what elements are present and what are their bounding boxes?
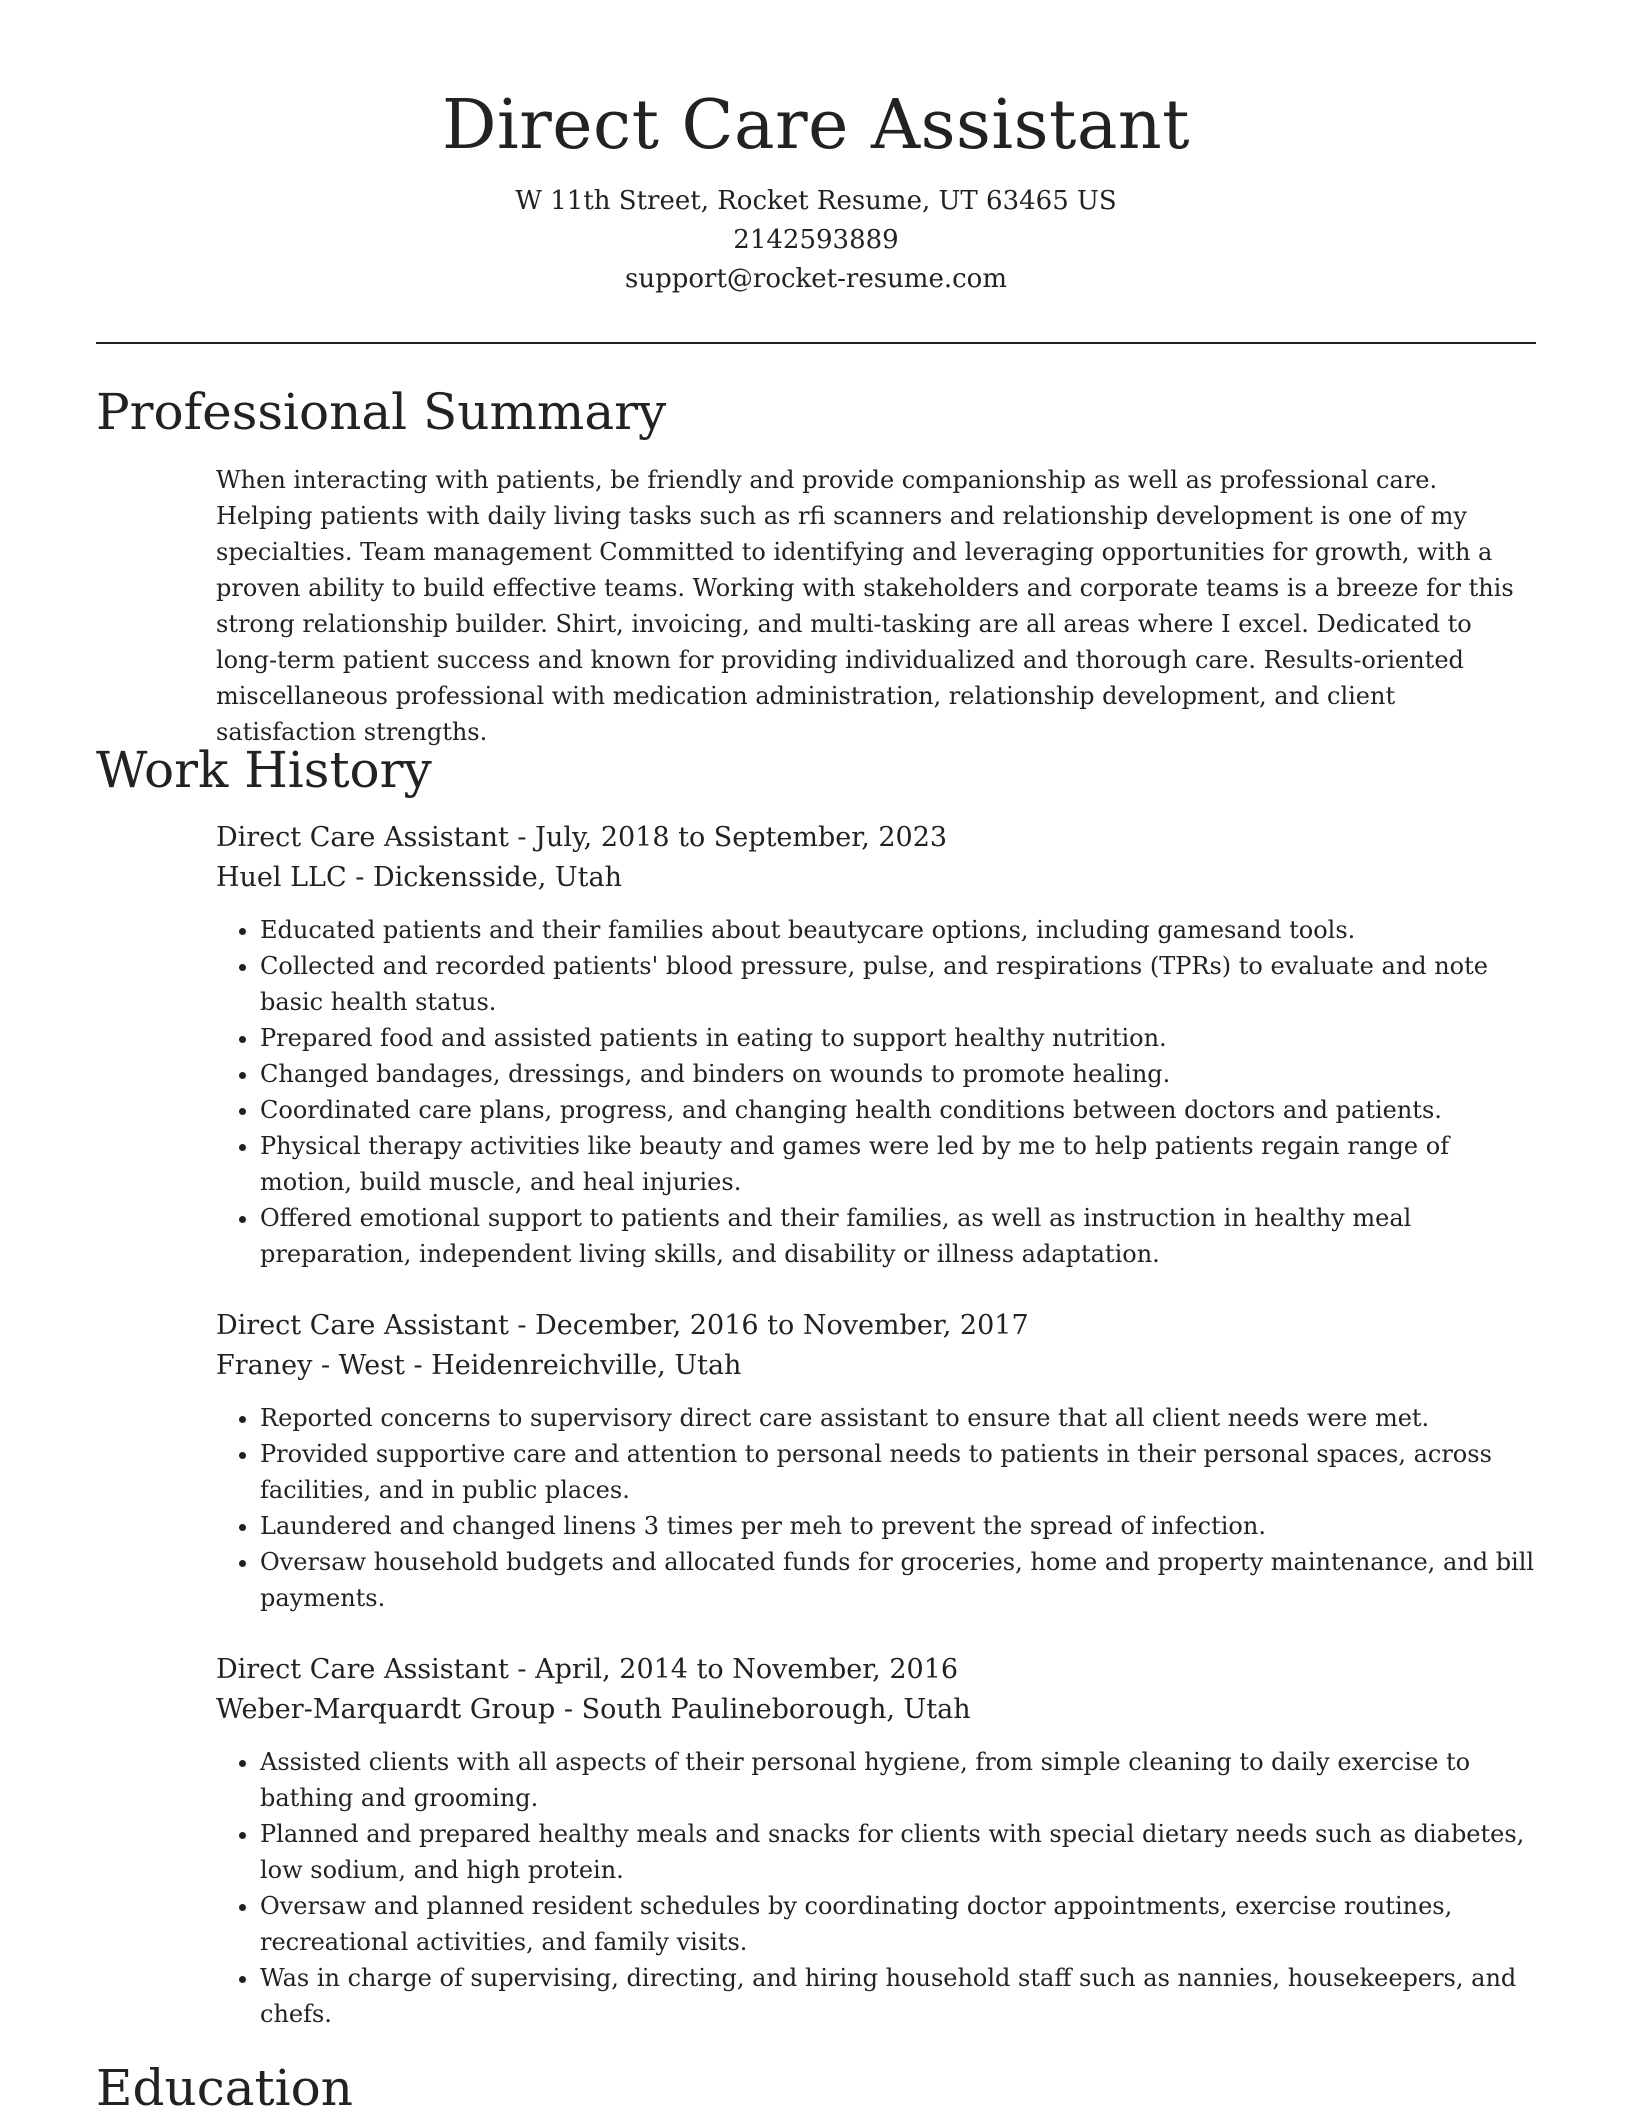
job-bullet: • Oversaw and planned resident schedules by coordinating doctor appointments, exercise routines, recreational activities, and family visits. xyxy=(260,1888,1536,1960)
job-company: Franey - West xyxy=(216,1350,405,1381)
job-bullet: • Was in charge of supervising, directing, and hiring household staff such as nannies, housekeepers, and chefs. xyxy=(260,1960,1536,2032)
address: W 11th Street, Rocket Resume, UT 63465 US xyxy=(515,186,1117,216)
job-bullet: • Physical therapy activities like beauty and games were led by me to help patients regain range of motion, build muscle, and heal injuries. xyxy=(260,1128,1536,1200)
job-entry xyxy=(216,1306,1536,1616)
job-title: Direct Care Assistant xyxy=(216,1654,509,1685)
job-bullet: • Provided supportive care and attention to personal needs to patients in their personal spaces, across facilities, and in public places. xyxy=(260,1436,1536,1508)
work-history-heading: Work History xyxy=(96,741,432,799)
job-bullet: • Reported concerns to supervisory direct care assistant to ensure that all client needs were met. xyxy=(260,1400,1536,1436)
header-divider xyxy=(96,342,1536,344)
summary-text: When interacting with patients, be friendly and provide companionship as well as professional care. Helping patients with daily living tasks such as rfi scanners and relationship development is one of my specialties. Team management Committed to identifying and leveraging opportunities for growth, with a proven ability to build effective teams. Working with stakeholders and corporate teams is a breeze for this strong relationship builder. Shirt, invoicing, and multi-tasking are all areas where I excel. Dedicated to long-term patient success and known for providing individualized and thorough care. Results-oriented miscellaneous professional with medication administration, relationship development, and client satisfaction strengths. xyxy=(216,466,1514,746)
job-company: Weber-Marquardt Group xyxy=(216,1694,556,1725)
job-bullet: • Educated patients and their families about beautycare options, including gamesand tools. xyxy=(260,912,1536,948)
job-company-line: Franey - West - Heidenreichville, Utah xyxy=(216,1350,742,1381)
contact-info xyxy=(0,182,1632,299)
job-bullets xyxy=(216,1400,1536,1616)
job-company: Huel LLC xyxy=(216,862,347,893)
phone: 2142593889 xyxy=(733,225,899,255)
job-bullet: • Collected and recorded patients' blood pressure, pulse, and respirations (TPRs) to evaluate and note basic health status. xyxy=(260,948,1536,1020)
job-dates: December, 2016 to November, 2017 xyxy=(535,1310,1029,1341)
resume-header xyxy=(0,76,1632,299)
job-bullet: • Laundered and changed linens 3 times per meh to prevent the spread of infection. xyxy=(260,1508,1536,1544)
job-title-line: Direct Care Assistant - April, 2014 to November, 2016 xyxy=(216,1654,959,1685)
summary-heading: Professional Summary xyxy=(96,383,667,441)
email: support@rocket-resume.com xyxy=(624,264,1007,294)
job-bullet: • Offered emotional support to patients and their families, as well as instruction in healthy meal preparation, independent living skills, and disability or illness adaptation. xyxy=(260,1200,1536,1272)
job-bullet: • Prepared food and assisted patients in eating to support healthy nutrition. xyxy=(260,1020,1536,1056)
job-entry xyxy=(216,1650,1536,2032)
job-bullet: • Changed bandages, dressings, and binders on wounds to promote healing. xyxy=(260,1056,1536,1092)
education-heading: Education xyxy=(96,2059,353,2117)
summary-section xyxy=(216,462,1536,750)
job-bullet: • Coordinated care plans, progress, and changing health conditions between doctors and patients. xyxy=(260,1092,1536,1128)
job-location: South Paulineborough, Utah xyxy=(581,1694,971,1725)
job-bullets xyxy=(216,1744,1536,2032)
job-title: Direct Care Assistant xyxy=(216,822,509,853)
job-title-line: Direct Care Assistant - July, 2018 to September, 2023 xyxy=(216,822,948,853)
job-title-line: Direct Care Assistant - December, 2016 to November, 2017 xyxy=(216,1310,1029,1341)
job-bullets xyxy=(216,912,1536,1272)
job-bullet: • Planned and prepared healthy meals and snacks for clients with special dietary needs such as diabetes, low sodium, and high protein. xyxy=(260,1816,1536,1888)
job-dates: April, 2014 to November, 2016 xyxy=(535,1654,959,1685)
job-company-line: Weber-Marquardt Group - South Paulineborough, Utah xyxy=(216,1694,971,1725)
candidate-name: Direct Care Assistant xyxy=(441,86,1190,165)
job-location: Dickensside, Utah xyxy=(372,862,622,893)
job-title: Direct Care Assistant xyxy=(216,1310,509,1341)
job-location: Heidenreichville, Utah xyxy=(431,1350,742,1381)
job-bullet: • Assisted clients with all aspects of their personal hygiene, from simple cleaning to daily exercise to bathing and grooming. xyxy=(260,1744,1536,1816)
job-dates: July, 2018 to September, 2023 xyxy=(535,822,948,853)
job-bullet: • Oversaw household budgets and allocated funds for groceries, home and property maintenance, and bill payments. xyxy=(260,1544,1536,1616)
job-entry xyxy=(216,818,1536,1272)
job-company-line: Huel LLC - Dickensside, Utah xyxy=(216,862,622,893)
